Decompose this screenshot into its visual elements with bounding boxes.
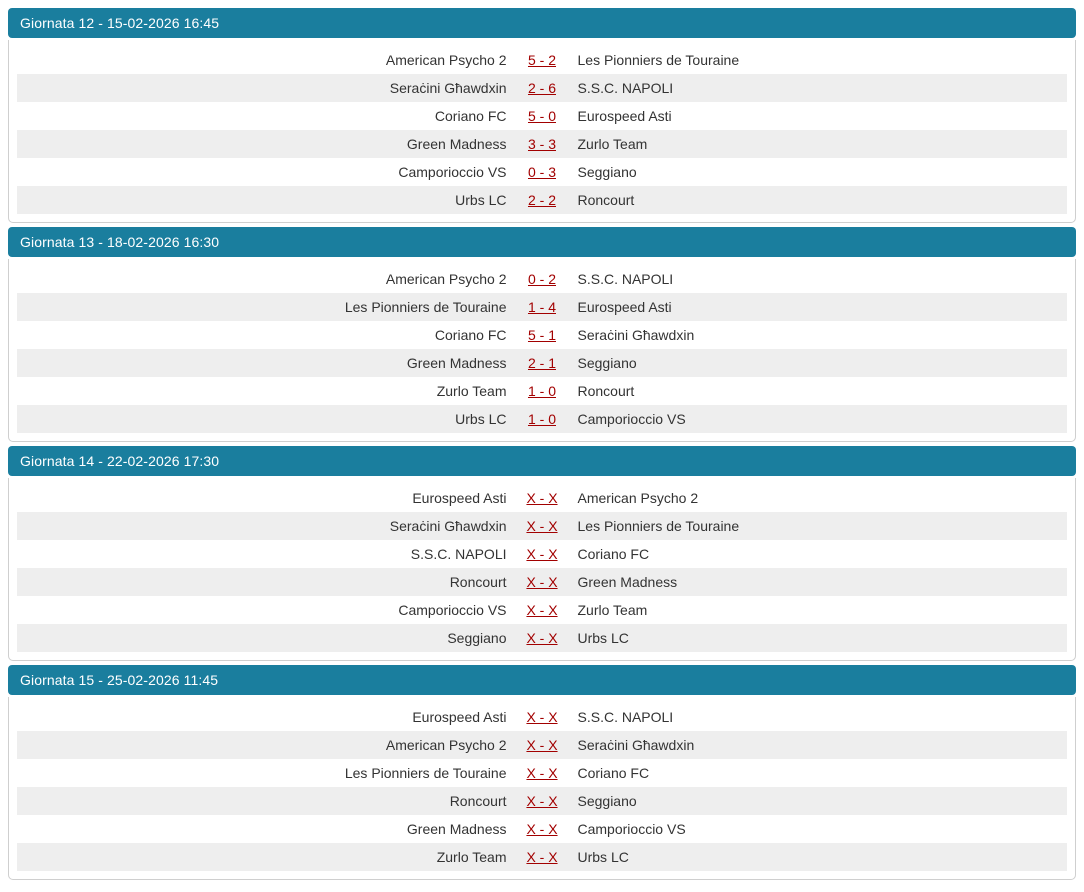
away-team-label: Seraċini Għawdxin	[577, 327, 695, 343]
away-team-label: Zurlo Team	[577, 602, 648, 618]
fixtures-list	[8, 8, 1076, 880]
score-link[interactable]: 2 - 6	[527, 80, 556, 96]
table-row	[17, 377, 1067, 405]
table-row	[17, 703, 1067, 731]
home-team-label: Urbs LC	[17, 186, 511, 214]
score-cell	[511, 484, 574, 512]
score-cell	[511, 158, 574, 186]
round-header: Giornata 15 - 25-02-2026 11:45	[8, 665, 1076, 695]
score-cell	[511, 102, 574, 130]
score-cell	[511, 815, 574, 843]
home-team-label: Coriano FC	[434, 108, 507, 124]
score-cell	[511, 186, 574, 214]
score-link[interactable]: X - X	[526, 546, 558, 562]
table-row	[17, 46, 1067, 74]
matches-table	[17, 484, 1067, 652]
score-link[interactable]: 0 - 2	[527, 271, 556, 287]
round-header: Giornata 12 - 15-02-2026 16:45	[8, 8, 1076, 38]
away-team-label: Coriano FC	[577, 765, 650, 781]
score-link[interactable]: X - X	[526, 630, 558, 646]
score-cell	[511, 74, 574, 102]
home-team-label: Urbs LC	[17, 405, 511, 433]
home-team-label: Seggiano	[17, 624, 511, 652]
home-team-label: Zurlo Team	[17, 843, 511, 871]
table-row	[17, 405, 1067, 433]
table-row	[17, 293, 1067, 321]
table-row	[17, 321, 1067, 349]
score-link[interactable]: X - X	[526, 737, 558, 753]
score-link[interactable]: X - X	[526, 849, 558, 865]
away-team-label: Eurospeed Asti	[574, 293, 1068, 321]
table-row	[17, 731, 1067, 759]
home-team-label: Les Pionniers de Touraine	[17, 293, 511, 321]
matches-table	[17, 265, 1067, 433]
score-link[interactable]: 1 - 4	[527, 299, 556, 315]
away-team-label: Coriano FC	[577, 546, 650, 562]
score-cell	[511, 46, 574, 74]
score-link[interactable]: 2 - 1	[527, 355, 556, 371]
table-row	[17, 484, 1067, 512]
home-team-label: American Psycho 2	[17, 731, 511, 759]
round-section	[8, 8, 1076, 223]
score-link[interactable]: X - X	[526, 602, 558, 618]
home-team-label: Green Madness	[17, 349, 511, 377]
home-team-label: Green Madness	[17, 130, 511, 158]
home-team-label: American Psycho 2	[385, 271, 507, 287]
score-cell	[511, 787, 574, 815]
home-team-label: Seraċini Għawdxin	[17, 512, 511, 540]
table-row	[17, 787, 1067, 815]
away-team-label: Green Madness	[574, 568, 1068, 596]
home-team-label: Seraċini Għawdxin	[17, 74, 511, 102]
table-row	[17, 265, 1067, 293]
round-section	[8, 665, 1076, 880]
table-row	[17, 74, 1067, 102]
score-cell	[511, 265, 574, 293]
table-row	[17, 186, 1067, 214]
home-team-label: Zurlo Team	[436, 383, 507, 399]
score-cell	[511, 540, 574, 568]
away-team-label: Urbs LC	[574, 843, 1068, 871]
score-link[interactable]: 3 - 3	[527, 136, 556, 152]
score-link[interactable]: X - X	[526, 490, 558, 506]
score-link[interactable]: 0 - 3	[527, 164, 556, 180]
home-team-label: Eurospeed Asti	[412, 709, 507, 725]
away-team-label: Camporioccio VS	[577, 821, 686, 837]
score-link[interactable]: X - X	[526, 518, 558, 534]
score-link[interactable]: X - X	[526, 709, 558, 725]
score-cell	[511, 377, 574, 405]
score-link[interactable]: 2 - 2	[527, 192, 556, 208]
score-link[interactable]: 1 - 0	[527, 383, 556, 399]
home-team-label: Camporioccio VS	[398, 164, 507, 180]
home-team-label: American Psycho 2	[385, 52, 507, 68]
table-row	[17, 624, 1067, 652]
score-cell	[511, 843, 574, 871]
away-team-label: Seggiano	[574, 787, 1068, 815]
home-team-label: Coriano FC	[434, 327, 507, 343]
home-team-label: Roncourt	[17, 787, 511, 815]
away-team-label: American Psycho 2	[577, 490, 699, 506]
score-cell	[511, 596, 574, 624]
round-body	[8, 259, 1076, 442]
round-body	[8, 697, 1076, 880]
score-cell	[511, 703, 574, 731]
round-body	[8, 478, 1076, 661]
away-team-label: Camporioccio VS	[574, 405, 1068, 433]
score-link[interactable]: 5 - 1	[527, 327, 556, 343]
away-team-label: S.S.C. NAPOLI	[577, 271, 674, 287]
score-link[interactable]: X - X	[526, 821, 558, 837]
home-team-label: Eurospeed Asti	[412, 490, 507, 506]
away-team-label: Seggiano	[577, 164, 637, 180]
score-cell	[511, 759, 574, 787]
away-team-label: Les Pionniers de Touraine	[577, 52, 740, 68]
away-team-label: Zurlo Team	[574, 130, 1068, 158]
score-cell	[511, 405, 574, 433]
score-cell	[511, 321, 574, 349]
away-team-label: Seraċini Għawdxin	[574, 731, 1068, 759]
home-team-label: Roncourt	[17, 568, 511, 596]
table-row	[17, 158, 1067, 186]
away-team-label: Roncourt	[577, 383, 635, 399]
table-row	[17, 540, 1067, 568]
matches-table	[17, 703, 1067, 871]
matches-table	[17, 46, 1067, 214]
score-cell	[511, 512, 574, 540]
score-link[interactable]: 5 - 2	[527, 52, 556, 68]
home-team-label: Les Pionniers de Touraine	[344, 765, 507, 781]
score-link[interactable]: 1 - 0	[527, 411, 556, 427]
home-team-label: S.S.C. NAPOLI	[410, 546, 507, 562]
table-row	[17, 815, 1067, 843]
score-cell	[511, 624, 574, 652]
home-team-label: Camporioccio VS	[398, 602, 507, 618]
score-link[interactable]: 5 - 0	[527, 108, 556, 124]
away-team-label: Eurospeed Asti	[577, 108, 672, 124]
table-row	[17, 843, 1067, 871]
table-row	[17, 349, 1067, 377]
score-cell	[511, 568, 574, 596]
round-section	[8, 446, 1076, 661]
away-team-label: Roncourt	[574, 186, 1068, 214]
table-row	[17, 596, 1067, 624]
score-cell	[511, 731, 574, 759]
score-cell	[511, 130, 574, 158]
away-team-label: S.S.C. NAPOLI	[577, 709, 674, 725]
away-team-label: S.S.C. NAPOLI	[574, 74, 1068, 102]
table-row	[17, 130, 1067, 158]
away-team-label: Seggiano	[574, 349, 1068, 377]
score-link[interactable]: X - X	[526, 765, 558, 781]
table-row	[17, 512, 1067, 540]
round-section	[8, 227, 1076, 442]
away-team-label: Les Pionniers de Touraine	[574, 512, 1068, 540]
score-link[interactable]: X - X	[526, 793, 558, 809]
round-body	[8, 40, 1076, 223]
home-team-label: Green Madness	[406, 821, 507, 837]
table-row	[17, 568, 1067, 596]
round-header: Giornata 14 - 22-02-2026 17:30	[8, 446, 1076, 476]
table-row	[17, 102, 1067, 130]
score-cell	[511, 349, 574, 377]
score-cell	[511, 293, 574, 321]
table-row	[17, 759, 1067, 787]
round-header: Giornata 13 - 18-02-2026 16:30	[8, 227, 1076, 257]
away-team-label: Urbs LC	[574, 624, 1068, 652]
score-link[interactable]: X - X	[526, 574, 558, 590]
